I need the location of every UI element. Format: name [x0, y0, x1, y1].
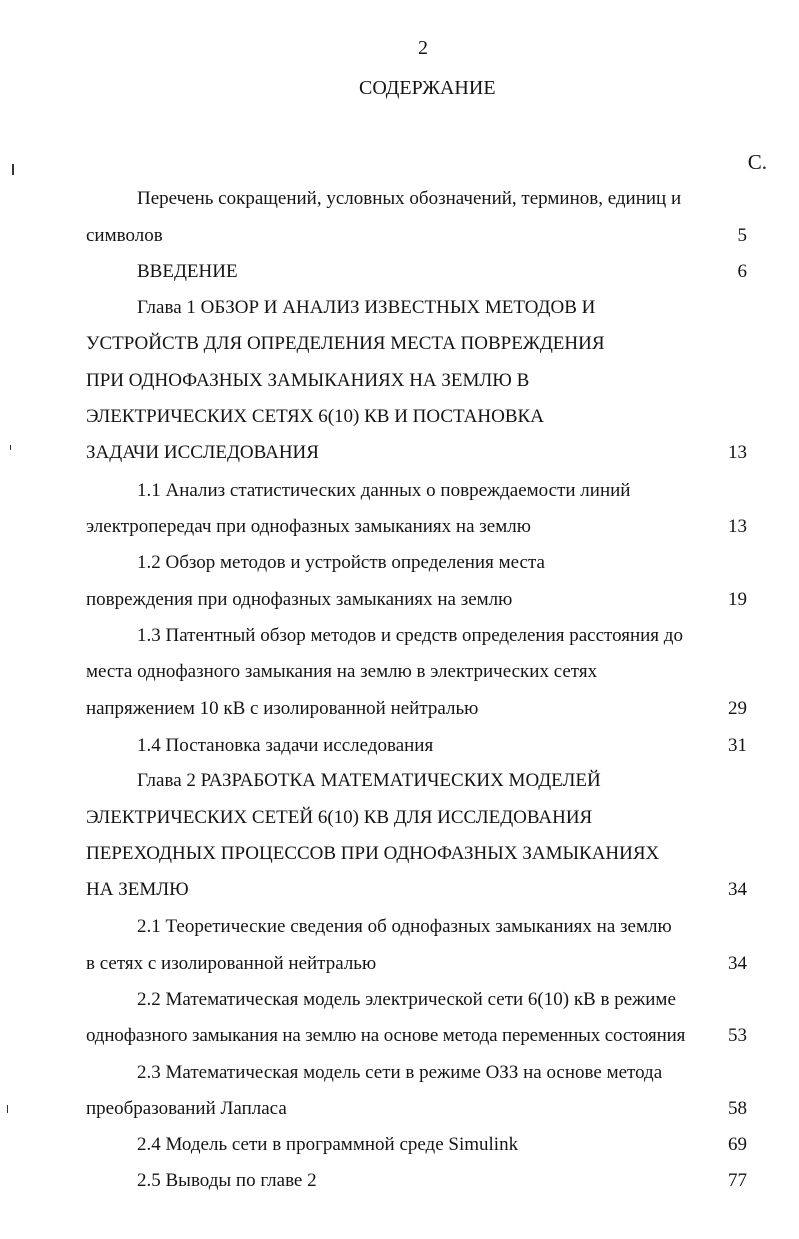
toc-entry-line: 1.1 Анализ статистических данных о повреждаемости линий — [137, 480, 631, 501]
scan-mark — [10, 445, 11, 450]
toc-entry-line: ПРИ ОДНОФАЗНЫХ ЗАМЫКАНИЯХ НА ЗЕМЛЮ В — [86, 370, 530, 391]
toc-entry-line: 2.5 Выводы по главе 2 — [137, 1170, 317, 1191]
toc-entry-line: Глава 1 ОБЗОР И АНАЛИЗ ИЗВЕСТНЫХ МЕТОДОВ И — [137, 297, 596, 318]
toc-entry-line: однофазного замыкания на землю на основе метода переменных состояния — [86, 1025, 686, 1046]
toc-entry-line: 2.3 Математическая модель сети в режиме ОЗЗ на основе метода — [137, 1062, 663, 1083]
toc-entry-page: 19 — [728, 589, 747, 610]
page-number: 2 — [418, 37, 428, 59]
toc-entry-line: 1.3 Патентный обзор методов и средств определения расстояния до — [137, 625, 683, 646]
toc-entry-line: Перечень сокращений, условных обозначений, терминов, единиц и — [137, 188, 682, 209]
toc-entry-line: ЭЛЕКТРИЧЕСКИХ СЕТЕЙ 6(10) КВ ДЛЯ ИССЛЕДОВАНИЯ — [86, 807, 593, 828]
toc-entry-line: электропередач при однофазных замыканиях на землю — [86, 516, 531, 537]
toc-entry-line: НА ЗЕМЛЮ — [86, 879, 189, 900]
toc-entry-line: 2.1 Теоретические сведения об однофазных замыканиях на землю — [137, 916, 672, 937]
toc-entry-line: в сетях с изолированной нейтралью — [86, 953, 377, 974]
toc-entry-page: 31 — [728, 735, 747, 756]
scan-mark — [12, 164, 14, 175]
toc-entry-line: УСТРОЙСТВ ДЛЯ ОПРЕДЕЛЕНИЯ МЕСТА ПОВРЕЖДЕНИЯ — [86, 333, 605, 354]
page-column-header: С. — [747, 150, 767, 174]
toc-entry-line: ПЕРЕХОДНЫХ ПРОЦЕССОВ ПРИ ОДНОФАЗНЫХ ЗАМЫКАНИЯХ — [86, 843, 660, 864]
toc-entry-page: 34 — [728, 953, 747, 974]
toc-entry-page: 58 — [728, 1098, 747, 1119]
toc-entry-page: 69 — [728, 1134, 747, 1155]
toc-entry-line: ЗАДАЧИ ИССЛЕДОВАНИЯ — [86, 442, 319, 463]
toc-entry-page: 6 — [737, 261, 747, 282]
toc-entry-line: ЭЛЕКТРИЧЕСКИХ СЕТЯХ 6(10) КВ И ПОСТАНОВКА — [86, 406, 544, 427]
toc-entry-page: 13 — [728, 516, 747, 537]
toc-entry-line: 2.2 Математическая модель электрической сети 6(10) кВ в режиме — [137, 989, 676, 1010]
toc-entry-page: 53 — [728, 1025, 747, 1046]
toc-entry-page: 13 — [728, 442, 747, 463]
toc-entry-line: преобразований Лапласа — [86, 1098, 287, 1119]
toc-entry-line: 1.2 Обзор методов и устройств определения места — [137, 552, 545, 573]
toc-entry-line: напряжением 10 кВ с изолированной нейтралью — [86, 698, 479, 719]
toc-entry-line: места однофазного замыкания на землю в электрических сетях — [86, 661, 598, 682]
toc-entry-line: повреждения при однофазных замыканиях на землю — [86, 589, 513, 610]
toc-entry-page: 77 — [728, 1170, 747, 1191]
toc-entry-line: символов — [86, 225, 163, 246]
toc-entry-page: 29 — [728, 698, 747, 719]
toc-entry-line: Глава 2 РАЗРАБОТКА МАТЕМАТИЧЕСКИХ МОДЕЛЕЙ — [137, 770, 601, 791]
scan-mark — [7, 1105, 8, 1113]
toc-title: СОДЕРЖАНИЕ — [359, 77, 496, 99]
toc-entry-line: ВВЕДЕНИЕ — [137, 261, 238, 282]
toc-entry-line: 1.4 Постановка задачи исследования — [137, 735, 434, 756]
toc-entry-page: 34 — [728, 879, 747, 900]
toc-entry-page: 5 — [737, 225, 747, 246]
toc-entry-line: 2.4 Модель сети в программной среде Simulink — [137, 1134, 519, 1155]
